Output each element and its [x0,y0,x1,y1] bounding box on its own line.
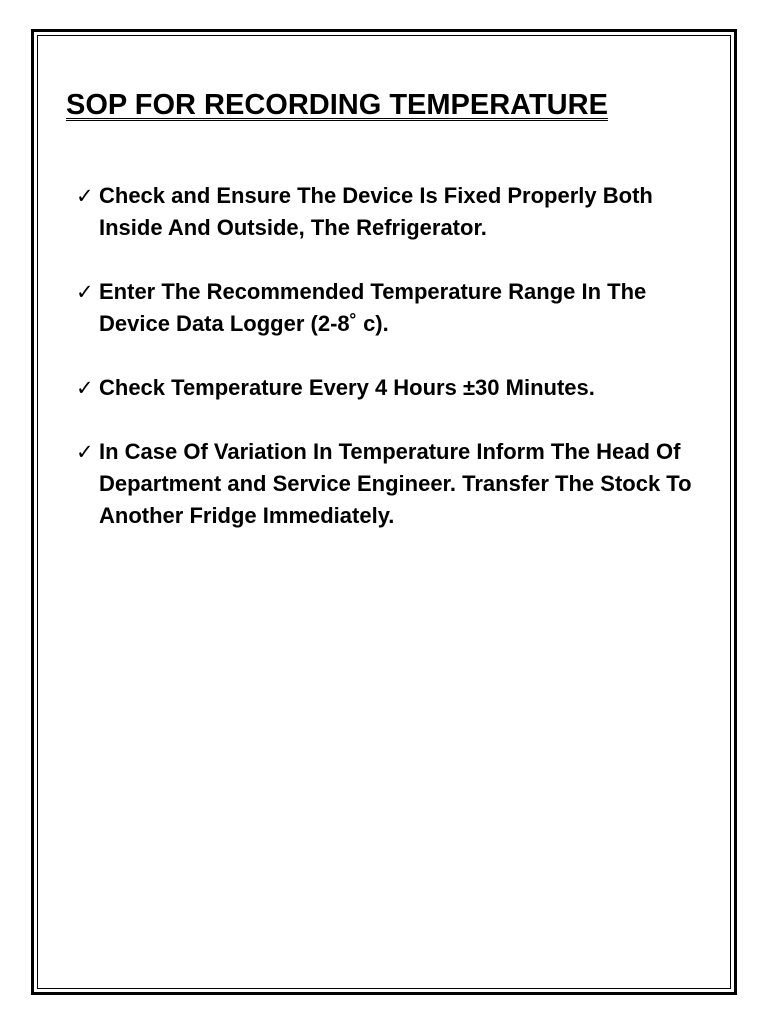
sop-step-text: Enter The Recommended Temperature Range In The Device Data Logger (2-8˚ c). [99,279,647,336]
sop-step-3 [76,372,716,404]
sop-step-text: Check Temperature Every 4 Hours ±30 Minutes. [99,375,595,400]
sop-step-2 [76,276,716,340]
document-title: SOP FOR RECORDING TEMPERATURE [66,89,608,121]
sop-step-text: Check and Ensure The Device Is Fixed Properly Both Inside And Outside, The Refrigerator. [99,183,653,240]
checkmark-icon: ✓ [76,280,94,304]
sop-steps-list [76,180,716,564]
checkmark-icon: ✓ [76,184,94,208]
checkmark-icon: ✓ [76,376,94,400]
sop-step-4 [76,436,716,532]
sop-step-1 [76,180,716,244]
sop-step-text: In Case Of Variation In Temperature Inform The Head Of Department and Service Engineer. Transfer The Stock To Another Fridge Immediately. [99,439,692,528]
checkmark-icon: ✓ [76,440,94,464]
